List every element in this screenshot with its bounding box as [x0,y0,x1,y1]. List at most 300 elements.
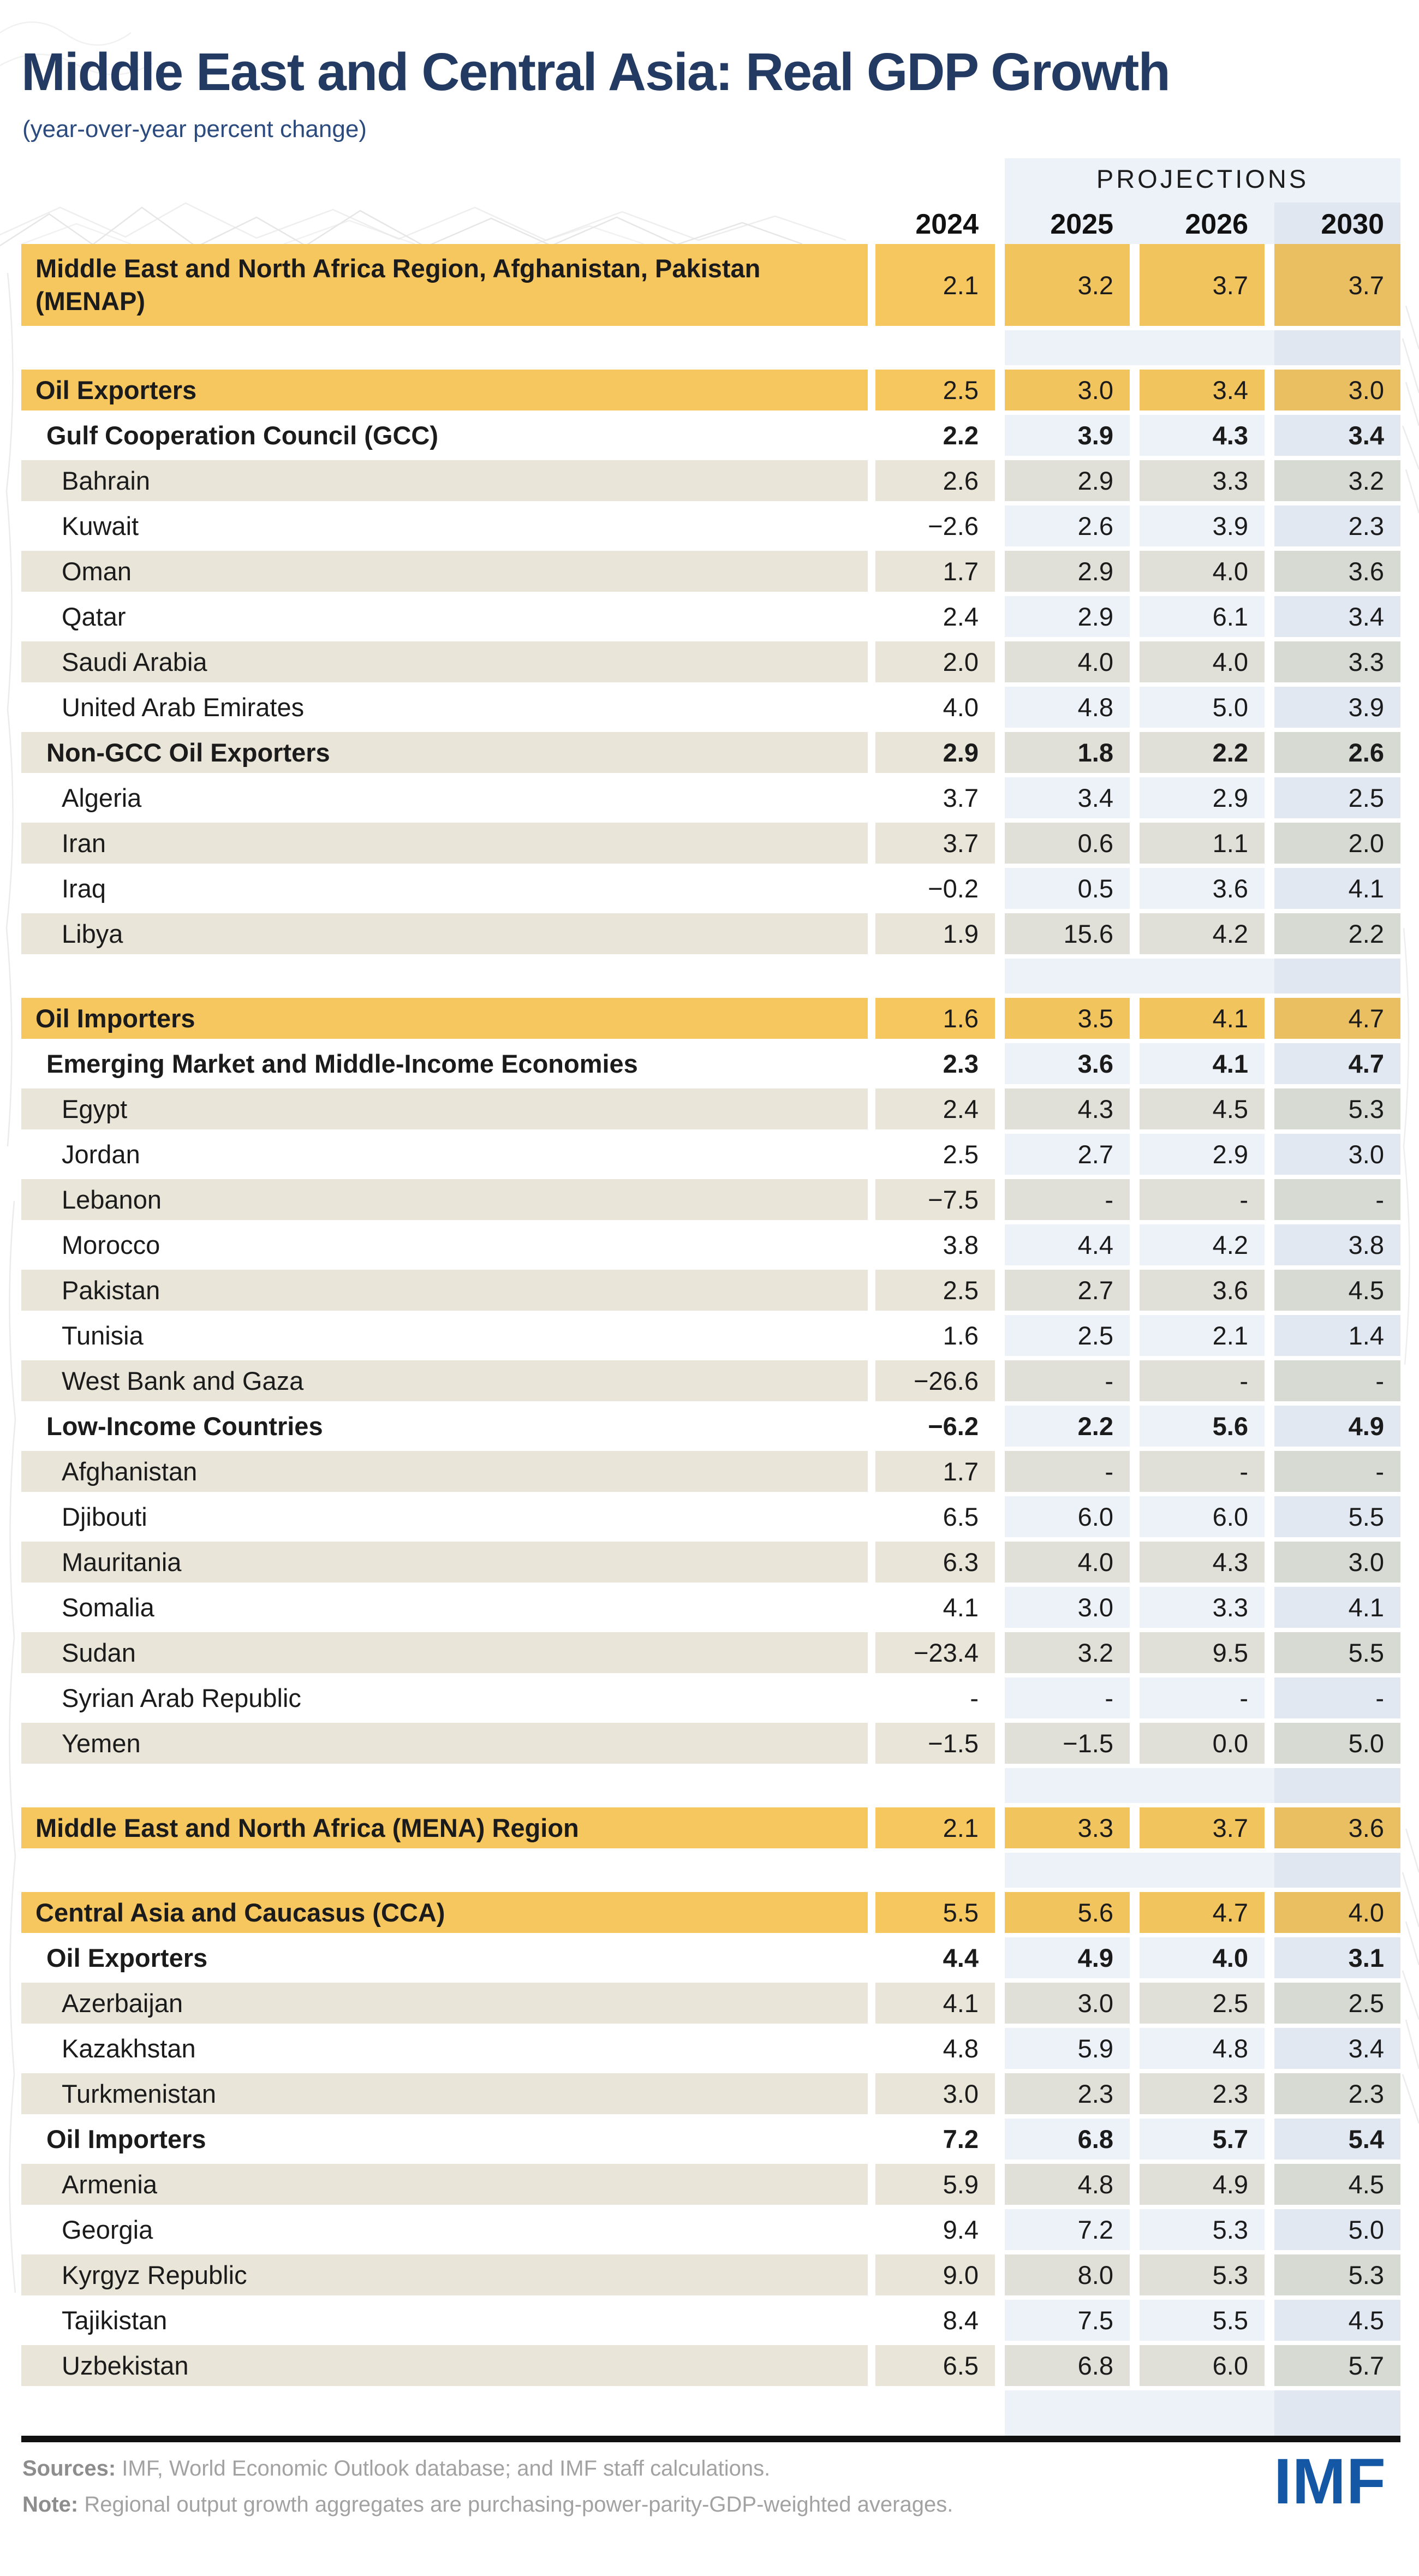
column-gap [1130,1315,1140,1356]
cell-2025: 3.0 [1005,1983,1130,2024]
divider-rule [21,2436,1400,2442]
column-gap [995,370,1005,411]
table-row [21,505,1400,546]
column-gap [995,1179,1005,1220]
projection-band-segment [1274,2390,1400,2436]
column-gap [995,1892,1005,1933]
column-gap [868,2028,875,2069]
row-label: Afghanistan [21,1451,868,1492]
cell-2025: 3.4 [1005,777,1130,818]
cell-2030: 4.7 [1274,1043,1400,1084]
cell-2026: 4.0 [1140,1937,1265,1978]
column-gap [1130,1496,1140,1537]
row-label: Mauritania [21,1542,868,1583]
row-label: Egypt [21,1088,868,1129]
cell-2026: 2.5 [1140,1983,1265,2024]
year-header-2024: 2024 [915,209,979,240]
cell-2025: 2.7 [1005,1134,1130,1175]
cell-2030: 3.6 [1274,1807,1400,1848]
column-gap [1130,415,1140,456]
column-gap [995,1134,1005,1175]
row-label: Jordan [62,1139,140,1169]
cell-2026: 4.2 [1140,1224,1265,1265]
table-row [21,2254,1400,2295]
row-label: Armenia [21,2164,868,2205]
row-label: Oil Importers [46,2124,206,2153]
cell-2025: 7.2 [1005,2209,1130,2250]
column-gap [995,2164,1005,2205]
cell-2025: −1.5 [1005,1723,1130,1764]
column-gap [868,1496,875,1537]
row-label: Non-GCC Oil Exporters [21,732,868,773]
row-label: Oman [21,551,868,592]
cell-2030: 5.5 [1274,1632,1400,1673]
cell-2030: 2.3 [1274,2073,1400,2114]
column-gap [995,913,1005,954]
table-row [21,1542,1400,1583]
cell-2025: - [1005,1179,1130,1220]
cell-2024: 2.9 [875,732,995,773]
cell-2024: 5.5 [875,1892,995,1933]
column-gap [868,1892,875,1933]
table-row [21,2164,1400,2205]
year-header-2025: 2025 [1050,209,1113,240]
cell-2030: 1.4 [1274,1315,1400,1356]
cell-2030: 4.1 [1274,868,1400,909]
column-gap [995,1406,1005,1447]
table-row [21,1807,1400,1848]
column-gap [1265,1406,1274,1447]
cell-2030: 5.3 [1274,2254,1400,2295]
table-row [21,1315,1400,1356]
column-gap [868,868,875,909]
cell-2024: 5.9 [875,2164,995,2205]
column-gap [868,1587,875,1628]
column-gap [995,505,1005,546]
table-row [21,1677,1400,1718]
page-subtitle: (year-over-year percent change) [22,116,367,142]
column-gap [995,1088,1005,1129]
column-gap [868,1224,875,1265]
row-label: Turkmenistan [21,2073,868,2114]
column-gap [1265,1270,1274,1311]
table-row [21,460,1400,501]
cell-2024: 3.0 [875,2073,995,2114]
column-gap [995,415,1005,456]
row-label: Sudan [21,1632,868,1673]
spacer-row [21,1768,1400,1803]
table-row [21,1088,1400,1129]
column-gap [1130,732,1140,773]
row-label: Low-Income Countries [46,1411,323,1441]
column-gap [1130,2073,1140,2114]
column-gap [868,505,875,546]
column-gap [1265,2300,1274,2341]
column-gap [1130,1406,1140,1447]
cell-2025: 4.0 [1005,1542,1130,1583]
cell-2026: 5.3 [1140,2254,1265,2295]
column-gap [1130,1360,1140,1401]
column-gap [1265,868,1274,909]
column-gap [868,2254,875,2295]
column-gap [1265,1587,1274,1628]
cell-2025: - [1005,1360,1130,1401]
column-gap [868,687,875,728]
cell-2026: 4.8 [1140,2028,1265,2069]
row-label: Tunisia [62,1320,144,1350]
column-gap [868,1807,875,1848]
column-gap [995,777,1005,818]
column-gap [1130,1892,1140,1933]
cell-2025: 4.3 [1005,1088,1130,1129]
row-label: Emerging Market and Middle-Income Economies [46,1049,638,1078]
row-label: Kuwait [62,511,139,540]
cell-2025: 15.6 [1005,913,1130,954]
cell-2024: 2.4 [875,1088,995,1129]
cell-2030: 4.5 [1274,2300,1400,2341]
column-gap [995,2254,1005,2295]
year-header-2030: 2030 [1321,209,1384,240]
cell-2025: 2.9 [1005,596,1130,637]
column-gap [1130,1587,1140,1628]
cell-2030: 5.0 [1274,2209,1400,2250]
cell-2024: 1.9 [875,913,995,954]
projections-label: PROJECTIONS [1096,164,1309,193]
note-text: Regional output growth aggregates are purchasing-power-parity-GDP-weighted averages. [78,2492,953,2516]
sources-label: Sources: [22,2456,116,2480]
table-row [21,687,1400,728]
table-row [21,2119,1400,2159]
cell-2024: 4.0 [943,693,979,722]
column-gap [1265,2254,1274,2295]
cell-2025: 3.0 [1005,370,1130,411]
cell-2024: 9.4 [943,2215,979,2244]
cell-2026: 4.1 [1140,998,1265,1039]
column-gap [868,1677,875,1718]
column-gap [1130,868,1140,909]
column-gap [995,1496,1005,1537]
cell-2025: 6.8 [1005,2119,1130,2159]
column-gap [995,244,1005,326]
column-gap [868,415,875,456]
cell-2025: 4.9 [1005,1937,1130,1978]
column-gap [1265,1677,1274,1718]
cell-2024: 4.1 [875,1983,995,2024]
cell-2025: 3.6 [1005,1043,1130,1084]
column-gap [995,1224,1005,1265]
column-gap [868,1179,875,1220]
table-row [21,1270,1400,1311]
column-gap [1265,732,1274,773]
column-gap [1265,823,1274,864]
cell-2025: 0.6 [1005,823,1130,864]
table-row [21,596,1400,637]
cell-2025: 2.2 [1005,1406,1130,1447]
row-label: Pakistan [21,1270,868,1311]
column-gap [1130,1134,1140,1175]
column-gap [1130,1677,1140,1718]
cell-2024: 2.2 [943,421,979,450]
cell-2025: 2.9 [1005,460,1130,501]
row-label: Kazakhstan [62,2033,196,2063]
cell-2030: 5.4 [1274,2119,1400,2159]
column-gap [868,2300,875,2341]
spacer-row [21,2390,1400,2436]
column-gap [1265,1983,1274,2024]
table-row [21,1496,1400,1537]
cell-2024: −0.2 [928,874,979,903]
column-gap [1265,415,1274,456]
cell-2024: 2.0 [875,641,995,682]
cell-2026: 3.6 [1140,1270,1265,1311]
cell-2024: 9.0 [875,2254,995,2295]
row-label: Central Asia and Caucasus (CCA) [21,1892,868,1933]
column-gap [868,641,875,682]
table-row [21,244,1400,326]
column-gap [1265,1224,1274,1265]
table-row [21,732,1400,773]
column-gap [995,460,1005,501]
column-gap [868,1983,875,2024]
row-label: Syrian Arab Republic [62,1683,301,1712]
column-gap [1130,1451,1140,1492]
cell-2024: 4.8 [943,2034,979,2063]
cell-2030: 3.8 [1274,1224,1400,1265]
column-gap [1130,244,1140,326]
row-label: Somalia [62,1592,154,1622]
column-gap [868,2345,875,2386]
column-gap [1130,460,1140,501]
column-gap [1130,551,1140,592]
cell-2026: - [1140,1360,1265,1401]
column-gap [995,1315,1005,1356]
column-gap [868,1134,875,1175]
row-label: Yemen [21,1723,868,1764]
table-row [21,777,1400,818]
column-gap [1265,1542,1274,1583]
cell-2024: 2.1 [875,1807,995,1848]
cell-2030: - [1274,1451,1400,1492]
cell-2025: 6.0 [1005,1496,1130,1537]
table-row [21,1892,1400,1933]
column-gap [1130,1224,1140,1265]
column-gap [868,596,875,637]
cell-2026: 2.2 [1140,732,1265,773]
column-gap [868,1088,875,1129]
cell-2026: 2.3 [1140,2073,1265,2114]
cell-2025: 5.6 [1005,1892,1130,1933]
cell-2026: 3.4 [1140,370,1265,411]
table-row [21,1723,1400,1764]
column-gap [995,732,1005,773]
cell-2026: 4.3 [1140,1542,1265,1583]
column-gap [868,913,875,954]
gdp-table [21,244,1400,2436]
cell-2024: −7.5 [875,1179,995,1220]
cell-2030: 5.7 [1274,2345,1400,2386]
cell-2030: 3.3 [1274,641,1400,682]
cell-2030: 5.5 [1274,1496,1400,1537]
column-gap [1130,777,1140,818]
cell-2030: 3.7 [1274,244,1400,326]
cell-2024: 8.4 [943,2306,979,2335]
cell-2030: - [1274,1677,1400,1718]
column-gap [995,1542,1005,1583]
spacer-row [21,959,1400,993]
table-row [21,998,1400,1039]
column-gap [1265,687,1274,728]
column-gap [1265,1088,1274,1129]
column-gap [1265,1496,1274,1537]
column-gap [995,1360,1005,1401]
column-gap [1265,1723,1274,1764]
cell-2030: 3.0 [1274,370,1400,411]
cell-2026: - [1140,1677,1265,1718]
cell-2024: 6.3 [875,1542,995,1583]
column-gap [1130,596,1140,637]
column-gap [1265,596,1274,637]
imf-logo: IMF [1273,2446,1386,2518]
cell-2024: −26.6 [875,1360,995,1401]
column-gap [868,1406,875,1447]
column-gap [1265,2209,1274,2250]
table-row [21,2073,1400,2114]
column-gap [1265,913,1274,954]
cell-2025: 0.5 [1005,868,1130,909]
cell-2030: 4.1 [1274,1587,1400,1628]
cell-2030: 5.0 [1274,1723,1400,1764]
column-gap [1265,1134,1274,1175]
column-gap [1265,2164,1274,2205]
row-label: Gulf Cooperation Council (GCC) [46,420,438,450]
row-label: Lebanon [21,1179,868,1220]
cell-2024: 2.5 [943,1140,979,1169]
cell-2024: −1.5 [875,1723,995,1764]
row-label: Iraq [62,873,106,903]
cell-2024: 2.1 [875,244,995,326]
column-gap [1130,641,1140,682]
table-row [21,1406,1400,1447]
cell-2025: 5.9 [1005,2028,1130,2069]
column-gap [1265,244,1274,326]
column-gap [868,732,875,773]
cell-2026: 4.7 [1140,1892,1265,1933]
column-gap [1265,1043,1274,1084]
cell-2026: 2.9 [1140,1134,1265,1175]
cell-2030: 2.0 [1274,823,1400,864]
column-gap [995,2028,1005,2069]
cell-2026: 4.9 [1140,2164,1265,2205]
table-row [21,1134,1400,1175]
cell-2024: 6.5 [943,1502,979,1531]
sources-line [22,2456,770,2481]
column-gap [1265,641,1274,682]
column-gap [868,2164,875,2205]
column-gap [1130,2254,1140,2295]
row-label: Algeria [62,783,142,812]
column-gap [1130,687,1140,728]
spacer-blank [21,330,1005,365]
cell-2026: 5.3 [1140,2209,1265,2250]
projection-band-segment [1005,1853,1274,1888]
cell-2030: - [1274,1179,1400,1220]
spacer-row [21,330,1400,365]
cell-2026: 1.1 [1140,823,1265,864]
column-gap [1130,2164,1140,2205]
cell-2025: 3.2 [1005,244,1130,326]
cell-2024: 3.7 [943,783,979,812]
column-gap [1265,2345,1274,2386]
cell-2024: −23.4 [875,1632,995,1673]
column-gap [995,823,1005,864]
row-label: Qatar [62,602,126,631]
column-gap [868,777,875,818]
cell-2025: 3.5 [1005,998,1130,1039]
cell-2030: 3.2 [1274,460,1400,501]
column-gap [995,2300,1005,2341]
column-gap [1130,823,1140,864]
spacer-blank [21,2390,1005,2436]
table-row [21,868,1400,909]
column-gap [868,1360,875,1401]
spacer-blank [21,959,1005,993]
column-gap [995,641,1005,682]
cell-2025: 2.3 [1005,2073,1130,2114]
column-gap [868,1270,875,1311]
row-label: Middle East and North Africa Region, Afghanistan, Pakistan (MENAP) [21,244,868,326]
cell-2026: 4.0 [1140,551,1265,592]
cell-2030: 2.5 [1274,777,1400,818]
cell-2024: 2.3 [943,1049,979,1078]
cell-2025: 4.8 [1005,687,1130,728]
column-gap [995,596,1005,637]
cell-2025: 4.0 [1005,641,1130,682]
page-title: Middle East and Central Asia: Real GDP Growth [21,42,1170,102]
column-gap [1265,1315,1274,1356]
column-gap [1265,551,1274,592]
spacer-row [21,1853,1400,1888]
table-row [21,2300,1400,2341]
cell-2024: 6.5 [875,2345,995,2386]
column-gap [995,1677,1005,1718]
cell-2024: 1.6 [875,998,995,1039]
cell-2030: 5.3 [1274,1088,1400,1129]
column-gap [1130,2300,1140,2341]
cell-2024: - [970,1683,979,1712]
column-gap [1130,1937,1140,1978]
cell-2024: 3.8 [943,1230,979,1259]
cell-2024: 2.4 [943,602,979,631]
column-gap [868,551,875,592]
cell-2024: 2.6 [875,460,995,501]
row-label: Azerbaijan [21,1983,868,2024]
cell-2026: 5.7 [1140,2119,1265,2159]
column-gap [868,244,875,326]
cell-2026: 5.5 [1140,2300,1265,2341]
table-row [21,1179,1400,1220]
table-row [21,2345,1400,2386]
projection-band-segment [1005,1768,1274,1803]
cell-2030: 3.4 [1274,2028,1400,2069]
column-gap [995,1632,1005,1673]
table-row [21,2209,1400,2250]
cell-2026: 6.0 [1140,2345,1265,2386]
row-label: Bahrain [21,460,868,501]
column-gap [868,2073,875,2114]
cell-2026: 3.3 [1140,460,1265,501]
cell-2025: 6.8 [1005,2345,1130,2386]
column-gap [1130,998,1140,1039]
